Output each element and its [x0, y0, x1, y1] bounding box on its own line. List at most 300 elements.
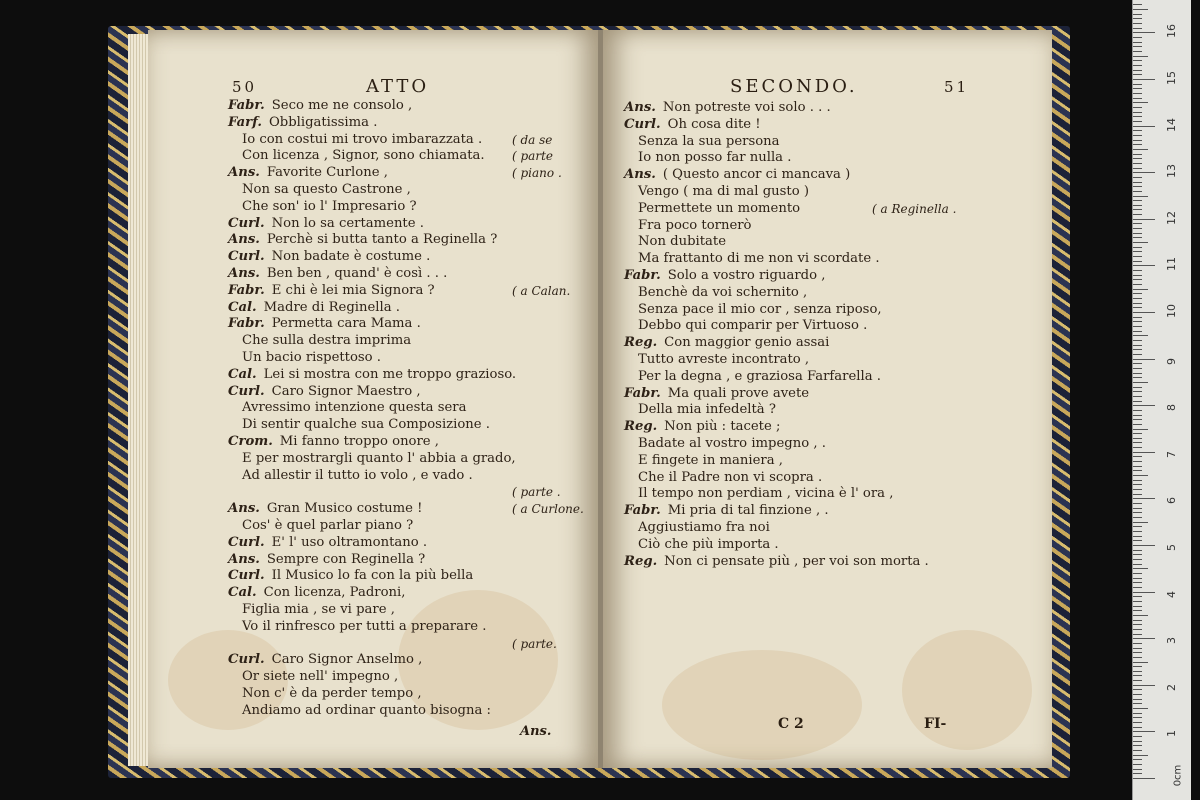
ruler-tick [1133, 331, 1142, 332]
ruler-tick [1133, 666, 1142, 667]
paper-stain [662, 650, 862, 760]
measuring-ruler [1132, 0, 1191, 800]
ruler-tick [1133, 247, 1142, 248]
text-line [242, 703, 491, 719]
ruler-tick [1133, 42, 1142, 43]
ruler-tick [1133, 144, 1142, 145]
speaker-name: Crom. [228, 434, 273, 449]
text-line [228, 249, 430, 265]
dialogue-text: Che son' io l' Impresario ? [242, 198, 417, 214]
paper-stain [902, 630, 1032, 750]
ruler-tick [1133, 638, 1155, 639]
ruler-tick [1133, 694, 1142, 695]
speaker-name: Curl. [228, 652, 265, 668]
ruler-tick [1133, 508, 1142, 509]
ruler-tick [1133, 270, 1142, 271]
dialogue-text: Madre di Reginella . [263, 299, 400, 315]
ruler-tick [1133, 112, 1142, 113]
stage-direction: ( a Calan. [512, 283, 571, 298]
text-line [228, 501, 422, 517]
ruler-tick [1133, 545, 1155, 546]
ruler-tick [1133, 648, 1142, 649]
speaker-name: Ans. [228, 165, 260, 181]
text-line [242, 333, 411, 349]
text-line [638, 453, 783, 469]
dialogue-text: Con licenza, Padroni, [263, 585, 406, 601]
speaker-name: Ans. [624, 100, 656, 115]
dialogue-text: Caro Signor Maestro , [271, 383, 421, 399]
ruler-tick [1133, 741, 1142, 742]
dialogue-text: Figlia mia , se vi pare , [242, 602, 395, 617]
ruler-tick [1133, 130, 1142, 131]
ruler-tick [1133, 419, 1142, 420]
stage-direction: ( a Curlone. [512, 502, 584, 517]
ruler-tick [1133, 689, 1142, 690]
ruler-number: 2 [1165, 683, 1178, 691]
dialogue-text: Ad allestir il tutto io volo , e vado . [242, 467, 473, 483]
ruler-tick [1133, 303, 1142, 304]
text-line [638, 318, 867, 334]
ruler-tick [1133, 233, 1142, 234]
text-line [242, 417, 490, 433]
ruler-tick [1133, 731, 1155, 732]
dialogue-text: Caro Signor Anselmo , [271, 652, 423, 668]
ruler-tick [1133, 359, 1155, 360]
ruler-tick [1133, 452, 1155, 453]
text-line [242, 602, 395, 618]
ruler-number: 3 [1165, 637, 1178, 645]
ruler-tick [1133, 256, 1142, 257]
ruler-tick [1133, 377, 1142, 378]
ruler-tick [1133, 498, 1155, 499]
ruler-tick [1133, 354, 1142, 355]
ruler-number: 16 [1165, 24, 1178, 39]
ruler-tick [1133, 466, 1142, 467]
ruler-tick [1133, 279, 1142, 280]
stage-direction: ( parte [512, 149, 553, 164]
ruler-tick [1133, 205, 1142, 206]
ruler-tick [1133, 675, 1142, 676]
ruler-tick [1133, 587, 1142, 588]
text-line [242, 132, 482, 148]
speaker-name: Ans. [228, 501, 260, 517]
text-line [624, 117, 761, 133]
text-line [228, 568, 473, 584]
stage-direction: ( parte. [512, 636, 557, 651]
ruler-tick [1133, 209, 1142, 210]
ruler-tick [1133, 717, 1142, 718]
dialogue-text: Ma quali prove avete [667, 385, 810, 401]
speaker-name: Curl. [228, 568, 265, 584]
left-catchword: Ans. [520, 724, 552, 739]
ruler-number: 12 [1165, 210, 1178, 225]
dialogue-text: E per mostrargli quanto l' abbia a grado, [242, 450, 516, 466]
ruler-tick [1133, 484, 1142, 485]
text-line [228, 98, 412, 114]
text-line [638, 201, 800, 217]
text-line [228, 266, 447, 282]
right-page-number: 51 [944, 78, 970, 96]
ruler-tick [1133, 275, 1142, 276]
speaker-name: Farf. [228, 114, 262, 130]
ruler-tick [1133, 65, 1142, 66]
ruler-tick [1133, 424, 1142, 425]
ruler-tick [1133, 438, 1142, 439]
ruler-number: 14 [1165, 117, 1178, 132]
ruler-tick [1133, 51, 1142, 52]
text-line [638, 218, 752, 234]
ruler-tick [1133, 536, 1142, 537]
text-line [638, 150, 791, 166]
dialogue-text: Favorite Curlone , [266, 165, 388, 181]
ruler-tick [1133, 624, 1142, 625]
dialogue-text: Or siete nell' impegno , [242, 669, 399, 685]
dialogue-text: Senza la sua persona [638, 133, 780, 149]
ruler-tick [1133, 657, 1142, 658]
speaker-name: Curl. [624, 116, 661, 132]
dialogue-text: Che il Padre non vi scopra . [638, 469, 823, 485]
ruler-tick [1133, 573, 1142, 574]
text-line [638, 134, 780, 150]
ruler-tick [1133, 629, 1142, 630]
ruler-tick [1133, 703, 1142, 704]
ruler-unit-label: 0cm [1172, 764, 1184, 787]
text-line [228, 585, 405, 601]
dialogue-text: Cos' è quel parlar piano ? [242, 518, 414, 533]
text-line [242, 400, 466, 416]
dialogue-text: Non dubitate [638, 234, 727, 250]
ruler-tick [1133, 512, 1142, 513]
ruler-tick [1133, 685, 1155, 686]
right-running-header: SECONDO. [730, 76, 858, 97]
dialogue-text: Di sentir qualche sua Composizione . [242, 417, 490, 433]
ruler-tick [1133, 759, 1142, 760]
ruler-tick [1133, 606, 1142, 607]
ruler-tick [1133, 126, 1155, 127]
dialogue-text: Non più : tacete ; [664, 419, 781, 435]
ruler-tick [1133, 312, 1155, 313]
ruler-tick [1133, 349, 1142, 350]
dialogue-text: Benchè da voi schernito , [638, 284, 808, 300]
ruler-tick [1133, 764, 1142, 765]
ruler-tick [1133, 242, 1148, 243]
ruler-tick [1133, 182, 1142, 183]
text-line [242, 451, 516, 467]
ruler-tick [1133, 592, 1155, 593]
dialogue-text: Gran Musico costume ! [266, 501, 423, 517]
dialogue-text: E fingete in maniera , [638, 452, 783, 468]
text-line [242, 619, 486, 635]
dialogue-text: Un bacio rispettoso . [242, 350, 382, 365]
ruler-tick [1133, 601, 1142, 602]
speaker-name: Reg. [624, 419, 658, 435]
speaker-name: Curl. [228, 383, 265, 399]
dialogue-text: Non c' è da perder tempo , [242, 686, 422, 701]
dialogue-text: Permettete un momento [638, 200, 801, 216]
ruler-tick [1133, 84, 1142, 85]
ruler-tick [1133, 140, 1142, 141]
ruler-tick [1133, 28, 1142, 29]
ruler-tick [1133, 46, 1142, 47]
ruler-number: 8 [1165, 404, 1178, 412]
dialogue-text: Obbligatissima . [268, 114, 378, 130]
text-line [228, 434, 439, 450]
dialogue-text: Ben ben , quand' è così . . . [266, 266, 448, 281]
text-line [242, 518, 413, 534]
text-line [624, 419, 780, 435]
text-line [638, 302, 882, 318]
ruler-tick [1133, 196, 1148, 197]
ruler-tick [1133, 214, 1142, 215]
ruler-tick [1133, 489, 1142, 490]
ruler-tick [1133, 494, 1142, 495]
dialogue-text: Con licenza , Signor, sono chiamata. [242, 148, 485, 164]
text-line [228, 115, 377, 131]
ruler-number: 13 [1165, 164, 1178, 179]
ruler-tick [1133, 596, 1142, 597]
text-line [242, 669, 398, 685]
ruler-tick [1133, 60, 1142, 61]
ruler-tick [1133, 769, 1142, 770]
left-running-header: ATTO [366, 76, 430, 97]
ruler-tick [1133, 699, 1142, 700]
dialogue-text: E chi è lei mia Signora ? [271, 282, 435, 298]
speaker-name: Curl. [228, 215, 265, 231]
dialogue-text: Lei si mostra con me troppo grazioso. [263, 366, 517, 382]
text-line [228, 232, 497, 248]
ruler-tick [1133, 559, 1142, 560]
ruler-tick [1133, 70, 1142, 71]
ruler-tick [1133, 98, 1142, 99]
dialogue-text: Andiamo ad ordinar quanto bisogna : [242, 702, 491, 718]
dialogue-text: Non badate è costume . [271, 249, 431, 265]
text-line [638, 436, 826, 452]
ruler-tick [1133, 755, 1148, 756]
stage-direction: ( parte . [512, 485, 561, 500]
text-line [242, 350, 381, 366]
ruler-number: 11 [1165, 257, 1178, 272]
dialogue-text: Ciò che più importa . [638, 536, 779, 552]
text-line [228, 535, 427, 551]
ruler-tick [1133, 163, 1142, 164]
ruler-tick [1133, 773, 1142, 774]
ruler-tick [1133, 671, 1142, 672]
speaker-name: Fabr. [624, 268, 661, 283]
ruler-tick [1133, 554, 1142, 555]
text-line [242, 468, 473, 484]
ruler-tick [1133, 634, 1142, 635]
ruler-tick [1133, 517, 1142, 518]
ruler-number: 1 [1165, 730, 1178, 738]
ruler-tick [1133, 368, 1142, 369]
ruler-tick [1133, 387, 1142, 388]
ruler-tick [1133, 9, 1148, 10]
ruler-tick [1133, 237, 1142, 238]
dialogue-text: Solo a vostro riguardo , [667, 268, 826, 283]
ruler-tick [1133, 415, 1142, 416]
page-edges [128, 34, 150, 766]
dialogue-text: Con maggior genio assai [664, 335, 830, 351]
ruler-tick [1133, 382, 1148, 383]
speaker-name: Ans. [624, 167, 656, 183]
text-line [638, 486, 893, 502]
ruler-tick [1133, 522, 1148, 523]
ruler-tick [1133, 340, 1142, 341]
ruler-tick [1133, 121, 1142, 122]
dialogue-text: Tutto avreste incontrato , [638, 352, 810, 367]
ruler-tick [1133, 475, 1148, 476]
ruler-number: 4 [1165, 590, 1178, 598]
ruler-tick [1133, 88, 1142, 89]
text-line [638, 537, 779, 553]
dialogue-text: Badate al vostro impegno , . [638, 436, 826, 451]
ruler-tick [1133, 540, 1142, 541]
ruler-tick [1133, 219, 1155, 220]
text-line [228, 216, 424, 232]
text-line [228, 316, 421, 332]
left-page-number: 50 [232, 78, 258, 96]
speaker-name: Fabr. [228, 316, 265, 332]
text-line [638, 470, 822, 486]
speaker-name: Fabr. [624, 503, 661, 519]
dialogue-text: Vengo ( ma di mal gusto ) [638, 184, 809, 199]
speaker-name: Cal. [228, 366, 257, 382]
dialogue-text: Senza pace il mio cor , senza riposo, [638, 301, 882, 317]
ruler-tick [1133, 18, 1142, 19]
ruler-tick [1133, 284, 1142, 285]
ruler-tick [1133, 615, 1148, 616]
ruler-tick [1133, 727, 1142, 728]
dialogue-text: Vo il rinfresco per tutti a preparare . [242, 618, 487, 634]
speaker-name: Fabr. [228, 98, 265, 113]
ruler-tick [1133, 345, 1142, 346]
ruler-tick [1133, 582, 1142, 583]
text-line [638, 234, 726, 250]
dialogue-text: Aggiustiamo fra noi [638, 520, 770, 535]
ruler-tick [1133, 410, 1142, 411]
dialogue-text: Non lo sa certamente . [271, 215, 424, 231]
ruler-tick [1133, 429, 1148, 430]
ruler-number: 15 [1165, 71, 1178, 85]
dialogue-text: Avressimo intenzione questa sera [242, 400, 467, 416]
ruler-tick [1133, 373, 1142, 374]
dialogue-text: Ma frattanto di me non vi scordate . [638, 251, 880, 267]
ruler-tick [1133, 191, 1142, 192]
dialogue-text: Mi pria di tal finzione , . [667, 503, 829, 519]
speaker-name: Curl. [228, 534, 265, 550]
ruler-tick [1133, 610, 1142, 611]
text-line [242, 686, 422, 702]
ruler-tick [1133, 456, 1142, 457]
ruler-tick [1133, 135, 1142, 136]
ruler-tick [1133, 531, 1142, 532]
text-line [624, 100, 831, 116]
text-line [638, 184, 809, 200]
ruler-tick [1133, 228, 1142, 229]
text-line [242, 182, 411, 198]
text-line [638, 402, 776, 418]
text-line [228, 165, 388, 181]
ruler-tick [1133, 662, 1148, 663]
ruler-tick [1133, 326, 1142, 327]
ruler-number: 10 [1165, 304, 1178, 318]
ruler-tick [1133, 470, 1142, 471]
ruler-tick [1133, 620, 1142, 621]
ruler-number: 6 [1165, 497, 1178, 505]
stage-direction: ( piano . [512, 166, 562, 181]
right-catchword: FI- [924, 716, 947, 732]
ruler-tick [1133, 736, 1142, 737]
speaker-name: Ans. [228, 232, 260, 248]
ruler-tick [1133, 363, 1142, 364]
text-line [228, 300, 400, 316]
speaker-name: Reg. [624, 553, 658, 569]
speaker-name: Ans. [228, 551, 260, 567]
dialogue-text: Debbo qui comparir per Virtuoso . [638, 318, 868, 334]
ruler-tick [1133, 578, 1142, 579]
ruler-tick [1133, 14, 1142, 15]
ruler-tick [1133, 116, 1142, 117]
ruler-tick [1133, 261, 1142, 262]
ruler-number: 5 [1165, 544, 1178, 551]
ruler-tick [1133, 23, 1142, 24]
dialogue-text: Il Musico lo fa con la più bella [271, 568, 474, 584]
ruler-tick [1133, 32, 1155, 33]
text-line [228, 283, 435, 299]
ruler-tick [1133, 401, 1142, 402]
ruler-tick [1133, 298, 1142, 299]
text-line [242, 148, 485, 164]
ruler-tick [1133, 74, 1142, 75]
dialogue-text: Non ci pensate più , per voi son morta . [664, 553, 929, 569]
dialogue-text: Non potreste voi solo . . . [662, 100, 831, 115]
ruler-tick [1133, 442, 1142, 443]
ruler-tick [1133, 4, 1142, 5]
text-line [638, 369, 881, 385]
speaker-name: Fabr. [228, 282, 265, 298]
ruler-tick [1133, 335, 1148, 336]
ruler-tick [1133, 396, 1142, 397]
dialogue-text: Oh cosa dite ! [667, 116, 761, 132]
text-line [624, 503, 829, 519]
ruler-tick [1133, 778, 1155, 779]
ruler-tick [1133, 93, 1142, 94]
text-line [624, 167, 850, 183]
ruler-tick [1133, 564, 1142, 565]
text-line [638, 251, 880, 267]
ruler-tick [1133, 223, 1142, 224]
ruler-tick [1133, 713, 1142, 714]
stage-direction: ( a Reginella . [872, 201, 957, 216]
ruler-tick [1133, 461, 1142, 462]
text-line [624, 386, 809, 402]
dialogue-text: Per la degna , e graziosa Farfarella . [638, 368, 881, 384]
text-line [638, 285, 807, 301]
signature-mark: C 2 [778, 716, 804, 732]
ruler-tick [1133, 168, 1142, 169]
text-line [624, 554, 929, 570]
stage-direction: ( da se [512, 132, 553, 147]
ruler-tick [1133, 307, 1142, 308]
ruler-tick [1133, 172, 1155, 173]
ruler-tick [1133, 745, 1142, 746]
dialogue-text: Mi fanno troppo onore , [279, 434, 439, 449]
text-line [638, 352, 809, 368]
ruler-tick [1133, 177, 1142, 178]
ruler-tick [1133, 154, 1142, 155]
ruler-tick [1133, 405, 1155, 406]
dialogue-text: ( Questo ancor ci mancava ) [662, 167, 851, 183]
